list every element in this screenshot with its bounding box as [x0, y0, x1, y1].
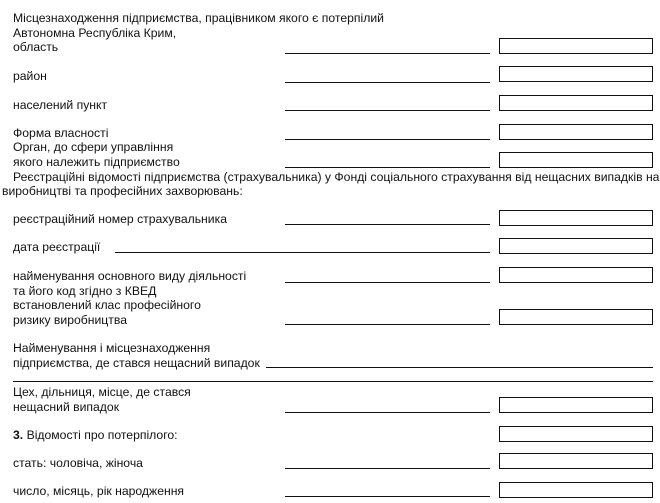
ownership-line — [285, 139, 490, 140]
workshop-label-2: нещасний випадок — [13, 400, 120, 414]
accident-place-line-2 — [13, 381, 653, 382]
authority-line — [285, 167, 490, 168]
workshop-code-field[interactable] — [499, 397, 653, 413]
activity-label-1: найменування основного виду діяльності — [13, 269, 247, 283]
raion-code-field[interactable] — [499, 66, 653, 82]
section3-heading — [13, 428, 178, 442]
section3-number: 3. — [13, 428, 24, 442]
ownership-label: Форма власності — [13, 126, 109, 140]
authority-label-1: Орган, до сфери управління — [13, 140, 174, 154]
oblast-line — [285, 53, 490, 54]
oblast-code-field[interactable] — [499, 38, 653, 54]
raion-label: район — [13, 69, 47, 83]
activity-label-2: та його код згідно з КВЕД — [13, 284, 157, 298]
reg-number-line — [285, 224, 490, 225]
reg-number-field[interactable] — [499, 210, 653, 226]
sex-field[interactable] — [499, 453, 653, 469]
sex-line — [285, 468, 490, 469]
risk-class-field[interactable] — [499, 309, 653, 325]
settlement-line — [285, 110, 490, 111]
sex-label: стать: чоловіча, жіноча — [13, 456, 143, 470]
ownership-code-field[interactable] — [499, 124, 653, 140]
risk-class-label-2: ризику виробництва — [13, 313, 127, 327]
section3-title: Відомості про потерпілого: — [26, 428, 178, 442]
reg-date-line — [115, 252, 490, 253]
authority-label-2: якого належить підприємство — [13, 155, 180, 169]
workshop-label-1: Цех, дільниця, місце, де стався — [13, 385, 191, 399]
accident-place-label-1: Найменування і місцезнаходження — [13, 341, 211, 355]
reg-date-field[interactable] — [499, 238, 653, 254]
settlement-code-field[interactable] — [499, 95, 653, 111]
registration-heading-1: Реєстраційні відомості підприємства (страхувальника) у Фонді соціального страхування від нещасних випадків на — [13, 170, 660, 184]
settlement-label: населений пункт — [13, 98, 108, 112]
birthdate-label: число, місяць, рік народження — [13, 484, 185, 498]
birthdate-line — [285, 496, 490, 497]
victim-info-field[interactable] — [499, 426, 653, 442]
activity-line — [285, 282, 490, 283]
registration-heading-2: виробництві та професійних захворювань: — [2, 184, 243, 198]
workshop-line — [285, 412, 490, 413]
reg-date-label: дата реєстрації — [13, 240, 101, 254]
accident-place-label-2: підприємства, де стався нещасний випадок — [13, 356, 260, 370]
risk-class-line — [285, 324, 490, 325]
oblast-label: область — [13, 40, 59, 54]
location-heading: Місцезнаходження підприємства, працівником якого є потерпілий — [13, 11, 384, 25]
authority-code-field[interactable] — [499, 152, 653, 168]
raion-line — [285, 82, 490, 83]
birthdate-field[interactable] — [499, 482, 653, 498]
region-value: Автономна Республіка Крим, — [13, 26, 177, 40]
accident-place-line-1 — [266, 367, 653, 368]
activity-code-field[interactable] — [499, 267, 653, 283]
risk-class-label-1: встановлений клас професійного — [13, 298, 201, 312]
reg-number-label: реєстраційний номер страхувальника — [13, 212, 227, 226]
